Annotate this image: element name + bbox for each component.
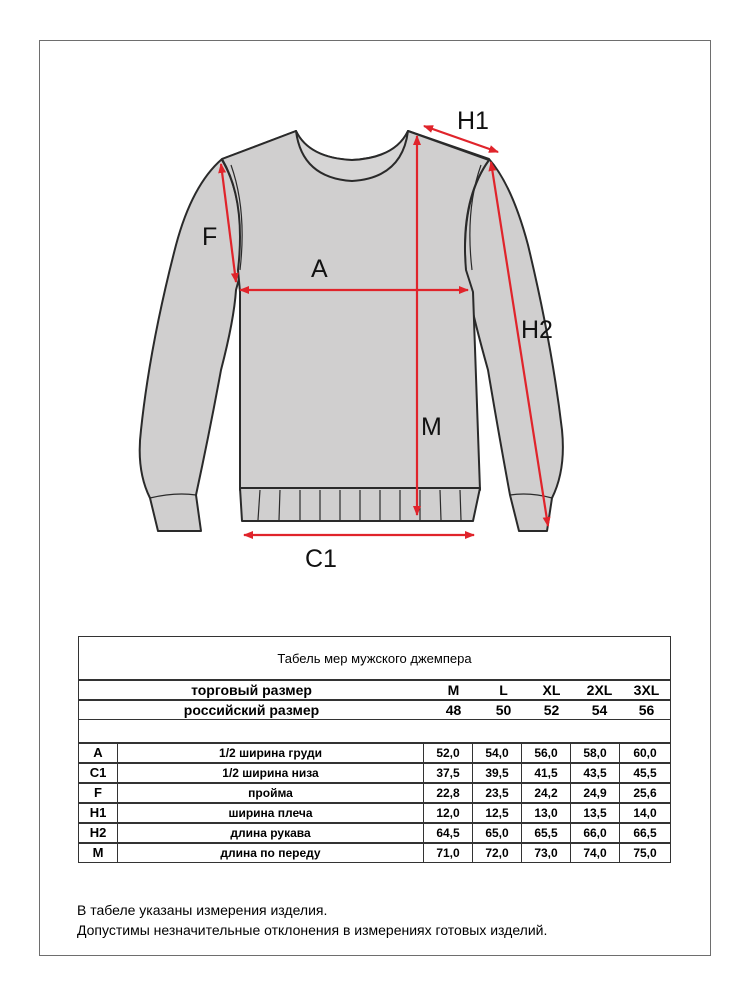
row-value: 13,5 xyxy=(570,803,620,823)
row-value: 73,0 xyxy=(521,843,571,863)
russian-size-cell: 56 xyxy=(638,702,655,718)
row-value: 39,5 xyxy=(472,763,522,783)
row-value: 14,0 xyxy=(619,803,671,823)
label-h1: H1 xyxy=(457,107,489,135)
row-value: 37,5 xyxy=(423,763,473,783)
trade-size-row xyxy=(78,680,671,700)
row-value: 75,0 xyxy=(619,843,671,863)
table-row xyxy=(78,763,671,783)
label-h2: H2 xyxy=(521,316,553,344)
torso xyxy=(222,131,489,490)
row-value: 13,0 xyxy=(521,803,571,823)
row-value: 25,6 xyxy=(619,783,671,803)
row-value: 65,0 xyxy=(472,823,522,843)
trade-size-cell: M xyxy=(447,682,460,698)
row-code: C1 xyxy=(78,763,118,783)
note-line-1: В табеле указаны измерения изделия. xyxy=(77,902,328,918)
russian-size-cell: 50 xyxy=(495,702,512,718)
row-value: 52,0 xyxy=(423,743,473,763)
row-value: 56,0 xyxy=(521,743,571,763)
trade-size-cell: L xyxy=(499,682,508,698)
row-value: 12,0 xyxy=(423,803,473,823)
row-value: 24,9 xyxy=(570,783,620,803)
row-value: 41,5 xyxy=(521,763,571,783)
table-row xyxy=(78,743,671,763)
sweater-outline xyxy=(140,131,563,531)
table-row xyxy=(78,803,671,823)
row-name: длина рукава xyxy=(117,823,424,843)
row-value: 60,0 xyxy=(619,743,671,763)
table-row xyxy=(78,783,671,803)
label-a: A xyxy=(311,255,328,283)
row-code: H2 xyxy=(78,823,118,843)
row-name: 1/2 ширина низа xyxy=(117,763,424,783)
label-m: M xyxy=(421,413,442,441)
row-value: 23,5 xyxy=(472,783,522,803)
label-f: F xyxy=(202,223,218,251)
table-row xyxy=(78,843,671,863)
label-c1: C1 xyxy=(305,545,337,573)
russian-size-row xyxy=(78,700,671,720)
row-value: 43,5 xyxy=(570,763,620,783)
row-value: 66,0 xyxy=(570,823,620,843)
row-value: 65,5 xyxy=(521,823,571,843)
row-value: 54,0 xyxy=(472,743,522,763)
trade-size-cell: XL xyxy=(542,682,561,698)
row-name: ширина плеча xyxy=(117,803,424,823)
size-table xyxy=(78,636,671,868)
row-name: пройма xyxy=(117,783,424,803)
russian-size-cell: 54 xyxy=(591,702,608,718)
trade-size-cell: 2XL xyxy=(586,682,613,698)
russian-size-cell: 52 xyxy=(543,702,560,718)
row-value: 71,0 xyxy=(423,843,473,863)
row-value: 74,0 xyxy=(570,843,620,863)
row-value: 22,8 xyxy=(423,783,473,803)
trade-size-cell: 3XL xyxy=(633,682,660,698)
row-name: длина по переду xyxy=(117,843,424,863)
size-table-title: Табель мер мужского джемпера xyxy=(78,636,671,680)
row-code: H1 xyxy=(78,803,118,823)
row-code: A xyxy=(78,743,118,763)
row-name: 1/2 ширина груди xyxy=(117,743,424,763)
row-code: M xyxy=(78,843,118,863)
row-value: 24,2 xyxy=(521,783,571,803)
note-line-2: Допустимы незначительные отклонения в измерениях готовых изделий. xyxy=(77,922,548,938)
row-value: 45,5 xyxy=(619,763,671,783)
table-spacer-row xyxy=(78,720,671,743)
row-code: F xyxy=(78,783,118,803)
row-value: 64,5 xyxy=(423,823,473,843)
table-row xyxy=(78,823,671,843)
row-value: 58,0 xyxy=(570,743,620,763)
row-value: 72,0 xyxy=(472,843,522,863)
row-value: 66,5 xyxy=(619,823,671,843)
russian-size-label: российский размер xyxy=(183,702,320,718)
russian-size-cell: 48 xyxy=(445,702,462,718)
notes xyxy=(77,900,547,940)
row-value: 12,5 xyxy=(472,803,522,823)
trade-size-label: торговый размер xyxy=(191,682,312,698)
